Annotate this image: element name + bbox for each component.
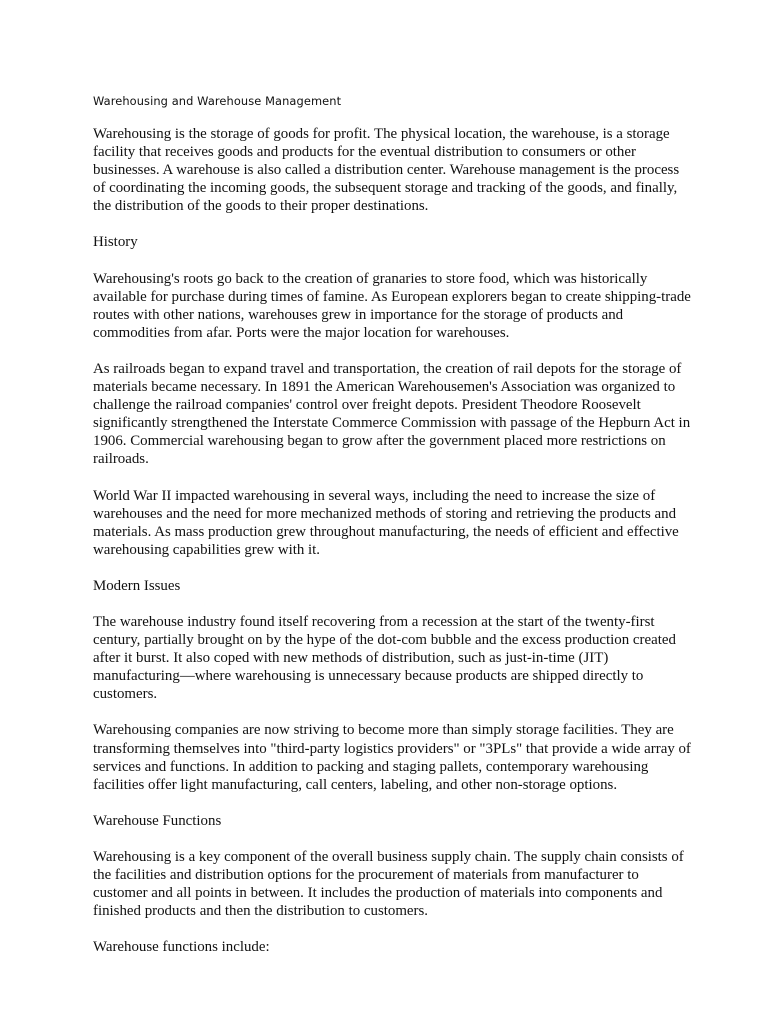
document-title: Warehousing and Warehouse Management xyxy=(93,94,342,108)
modern-issues-heading: Modern Issues xyxy=(93,577,181,594)
warehouse-functions-paragraph-1: Warehousing is a key component of the overall business supply chain. The supply chain consists of the facilities and distribution options for the procurement of materials from manufacturer to customer and all points in between. It includes the production of materials into components and finished products and then the distribution to customers. xyxy=(93,848,684,920)
history-paragraph-3: World War II impacted warehousing in several ways, including the need to increase the size of warehouses and the need for more mechanized methods of storing and retrieving the products and materials. As mass production grew throughout manufacturing, the needs of efficient and effective warehousing capabilities grew with it. xyxy=(93,487,679,558)
warehouse-functions-heading: Warehouse Functions xyxy=(93,812,222,829)
modern-issues-paragraph-2: Warehousing companies are now striving to become more than simply storage facilities. They are transforming themselves into "third-party logistics providers" or "3PLs" that provide a wide array of services and functions. In addition to packing and staging pallets, contemporary warehousing facilities offer light manufacturing, call centers, labeling, and other non-storage options. xyxy=(93,722,691,793)
history-paragraph-2: As railroads began to expand travel and transportation, the creation of rail depots for the storage of materials became necessary. In 1891 the American Warehousemen's Association was organized to challenge the railroad companies' control over freight depots. President Theodore Roosevelt significantly strengthened the Interstate Commerce Commission with passage of the Hepburn Act in 1906. Commercial warehousing began to grow after the government placed more restrictions on railroads. xyxy=(93,360,691,468)
warehouse-functions-list-intro: Warehouse functions include: xyxy=(93,939,270,956)
history-paragraph-1: Warehousing's roots go back to the creation of granaries to store food, which was historically available for purchase during times of famine. As European explorers began to create shipping-trade routes with other nations, warehouses grew in importance for the storage of products and commodities from afar. Ports were the major location for warehouses. xyxy=(93,270,691,341)
history-heading: History xyxy=(93,234,138,251)
modern-issues-paragraph-1: The warehouse industry found itself recovering from a recession at the start of the twenty-first century, partially brought on by the hype of the dot-com bubble and the excess production created after it burst. It also coped with new methods of distribution, such as just-in-time (JIT) manufacturing—where warehousing is unnecessary because products are shipped directly to customers. xyxy=(93,613,676,703)
intro-paragraph: Warehousing is the storage of goods for profit. The physical location, the warehouse, is a storage facility that receives goods and products for the eventual distribution to consumers or other businesses. A warehouse is also called a distribution center. Warehouse management is the process of coordinating the incoming goods, the subsequent storage and tracking of the goods, and finally, the distribution of the goods to their proper destinations. xyxy=(93,126,680,215)
